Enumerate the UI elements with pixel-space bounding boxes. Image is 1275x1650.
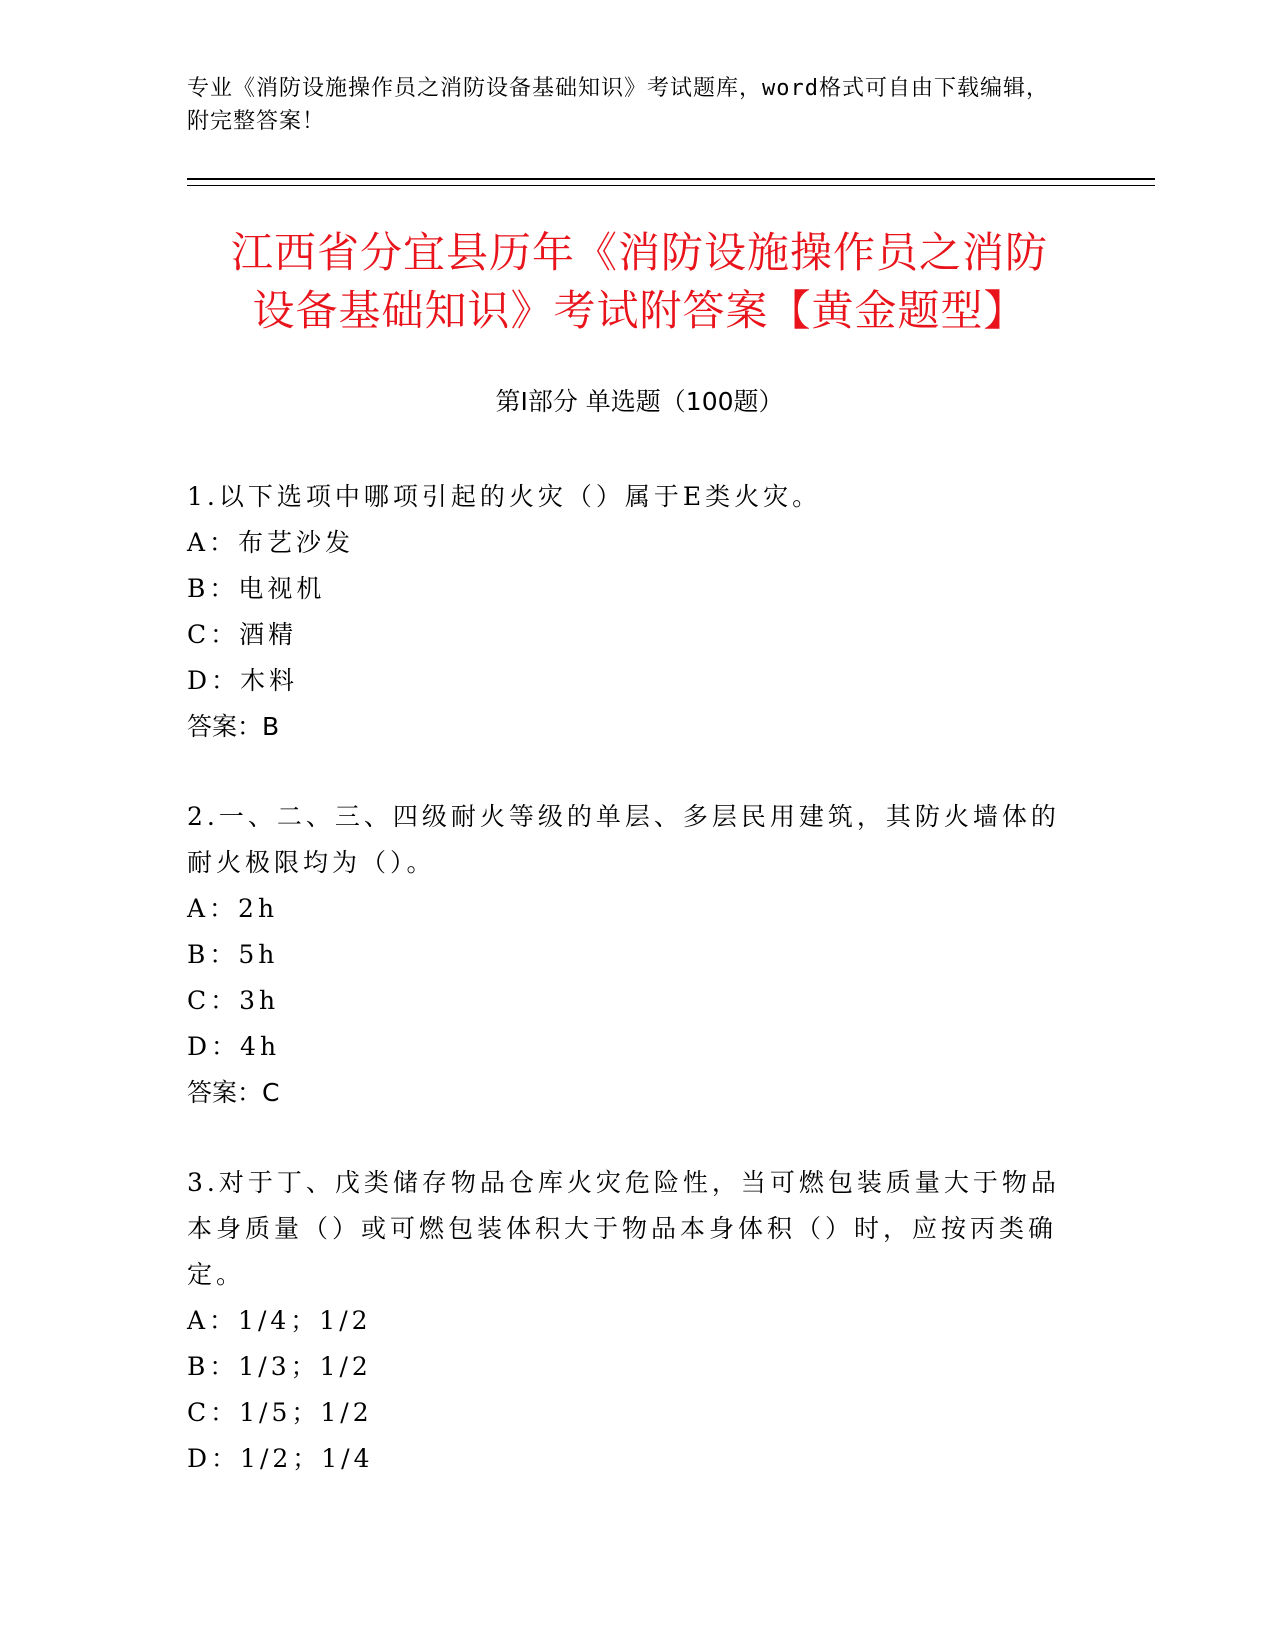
section-title: 第Ⅰ部分 单选题（100题） [495, 387, 784, 416]
question-stem: 3.对于丁、戊类储存物品仓库火灾危险性，当可燃包装质量大于物品本身质量（）或可燃包装体积大于物品本身体积（）时，应按丙类确定。 [187, 1168, 1060, 1289]
answer: 答案：B [187, 712, 280, 741]
header-rule-thin [187, 185, 1155, 186]
option-a: A：布艺沙发 [187, 528, 355, 557]
option-c: C：酒精 [187, 620, 298, 649]
answer: 答案：C [187, 1078, 280, 1107]
question-list [187, 474, 1067, 1526]
option-c: C：3h [187, 986, 280, 1015]
question-2 [187, 794, 1067, 1116]
question-1 [187, 474, 1067, 750]
question-stem: 2.一、二、三、四级耐火等级的单层、多层民用建筑，其防火墙体的耐火极限均为（）。 [187, 802, 1060, 877]
option-a: A：1/4；1/2 [187, 1306, 372, 1335]
option-d: D：4h [187, 1032, 281, 1061]
option-b: B：电视机 [187, 574, 326, 603]
option-a: A：2h [187, 894, 279, 923]
option-b: B：1/3；1/2 [187, 1352, 372, 1381]
option-d: D：1/2；1/4 [187, 1444, 374, 1473]
header-note: 专业《消防设施操作员之消防设备基础知识》考试题库，word格式可自由下载编辑，附完整答案！ [187, 76, 1049, 134]
question-3 [187, 1160, 1067, 1482]
header-rule-thick [187, 178, 1155, 180]
document-title-line-1: 江西省分宜县历年《消防设施操作员之消防 [230, 228, 1048, 277]
option-c: C：1/5；1/2 [187, 1398, 373, 1427]
document-title [187, 224, 1092, 340]
document-title-line-2: 设备基础知识》考试附答案【黄金题型】 [252, 286, 1027, 335]
question-stem: 1.以下选项中哪项引起的火灾（）属于E类火灾。 [187, 482, 822, 511]
option-d: D：木料 [187, 666, 299, 695]
option-b: B：5h [187, 940, 279, 969]
